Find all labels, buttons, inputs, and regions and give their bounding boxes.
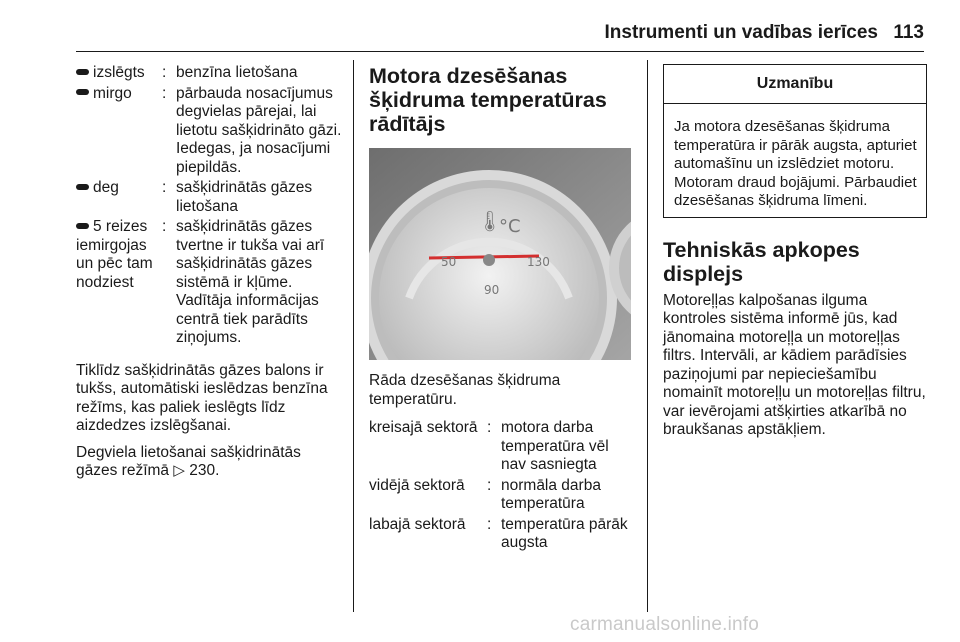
def-term: kreisajā sektorā: [369, 419, 478, 436]
triangle-right-ref-icon: ▷: [173, 462, 185, 479]
page-header-title: Instrumenti un vadības ierīces: [604, 22, 878, 43]
table-row: 5 reizes iemirgojas un pēc tam nodziest : sašķidrinātās gāzes tvertne ir tukša vai arī sašķidrinātās gāzes sistēmā ir kļūme. Vadītāja informācijas centrā tiek parādīts ziņojums.: [76, 218, 344, 350]
gauge-caption: Rāda dzesēšanas šķidruma temperatūru.: [369, 372, 561, 408]
svg-text:🌡: 🌡: [477, 209, 503, 233]
dash-icon: [76, 89, 89, 95]
caution-text: Ja motora dzesēšanas šķidruma temperatūra ir pārāk augsta, apturiet automašīnu un izslēdziet motoru. Motoram draud bojājumi. Pārbaudiet dzesēšanas šķidruma līmeni.: [674, 118, 917, 209]
def-term: 5 reizes iemirgojas un pēc tam nodziest: [76, 218, 153, 291]
def-term: deg: [93, 179, 119, 196]
paragraph-with-ref: [76, 444, 344, 481]
table-row: mirgo : pārbauda nosacījumus degvielas pārejai, lai lietotu sašķidrināto gāzi. Iedegas, ja nosacījumi piepildās.: [76, 85, 344, 180]
dash-icon: [76, 69, 89, 75]
table-row: kreisajā sektorā : motora darba temperatūra vēl nav sasniegta: [369, 419, 631, 477]
gauge-label-130: 130: [527, 255, 550, 269]
table-row: labajā sektorā : temperatūra pārāk augsta: [369, 516, 631, 555]
section-heading: Motora dzesēšanas šķidruma temperatūras rādītājs: [369, 64, 607, 136]
section-heading: Tehniskās apkopes displejs: [663, 237, 860, 286]
def-desc: sašķidrinātās gāzes tvertne ir tukša vai arī sašķidrinātās gāzes sistēmā ir kļūme. Vadītāja informācijas centrā tiek parādīts ziņojums.: [176, 218, 325, 346]
def-desc: benzīna lietošana: [176, 64, 298, 81]
table-row: vidējā sektorā : normāla darba temperatūra: [369, 477, 631, 516]
coolant-gauge-image: [369, 148, 631, 360]
column-divider-1: [353, 60, 354, 612]
gauge-unit: °C: [499, 216, 521, 237]
watermark: carmanualsonline.info: [570, 614, 760, 635]
page-number: 113: [893, 22, 924, 43]
column-left: [76, 64, 344, 481]
gauge-label-90: 90: [484, 283, 500, 297]
def-term: izslēgts: [93, 64, 145, 81]
def-desc: temperatūra pārāk augsta: [501, 515, 628, 551]
column-divider-2: [647, 60, 648, 612]
def-term: labajā sektorā: [369, 515, 466, 533]
table-row: deg : sašķidrinātās gāzes lietošana: [76, 179, 344, 218]
column-middle: [369, 64, 631, 555]
def-term: vidējā sektorā: [369, 476, 465, 494]
gauge-label-50: 50: [441, 255, 457, 269]
paragraph: Tiklīdz sašķidrinātās gāzes balons ir tukšs, automātiski ieslēdzas benzīna režīms, kas paliek ieslēgts līdz aizdedzes izslēgšanai.: [76, 361, 328, 434]
paragraph: Motoreļļas kalpošanas ilguma kontroles sistēma informē jūs, kad jānomaina motoreļļa un motoreļļas filtrs. Intervāli, ar kādiem parādīsies paziņojumi par nepieciešamību nomainīt motoreļļu un motoreļļas filtru, var ievērojami atšķirties atkarībā no braukšanas apstākļiem.: [663, 291, 926, 438]
def-desc: normāla darba temperatūra: [501, 476, 601, 512]
coolant-gauge-illustration: [369, 148, 631, 360]
lpg-indicator-table: [76, 64, 344, 350]
header-rule: [76, 51, 924, 52]
def-desc: sašķidrinātās gāzes lietošana: [176, 179, 313, 215]
column-right: [663, 64, 927, 440]
def-desc: motora darba temperatūra vēl nav sasniegta: [501, 419, 609, 473]
caution-box: [663, 64, 927, 218]
def-desc: pārbauda nosacījumus degvielas pārejai, lai lietotu sašķidrināto gāzi. Iedegas, ja nosacījumi piepildās.: [176, 84, 342, 176]
def-term: mirgo: [93, 84, 132, 102]
table-row: izslēgts : benzīna lietošana: [76, 64, 344, 85]
dash-icon: [76, 223, 89, 229]
paragraph-text: Degviela lietošanai sašķidrinātās gāzes režīmā: [76, 443, 301, 479]
dash-icon: [76, 184, 89, 190]
coolant-sector-table: [369, 419, 631, 555]
page-ref[interactable]: 230.: [189, 462, 220, 479]
caution-title: Uzmanību: [664, 65, 926, 104]
